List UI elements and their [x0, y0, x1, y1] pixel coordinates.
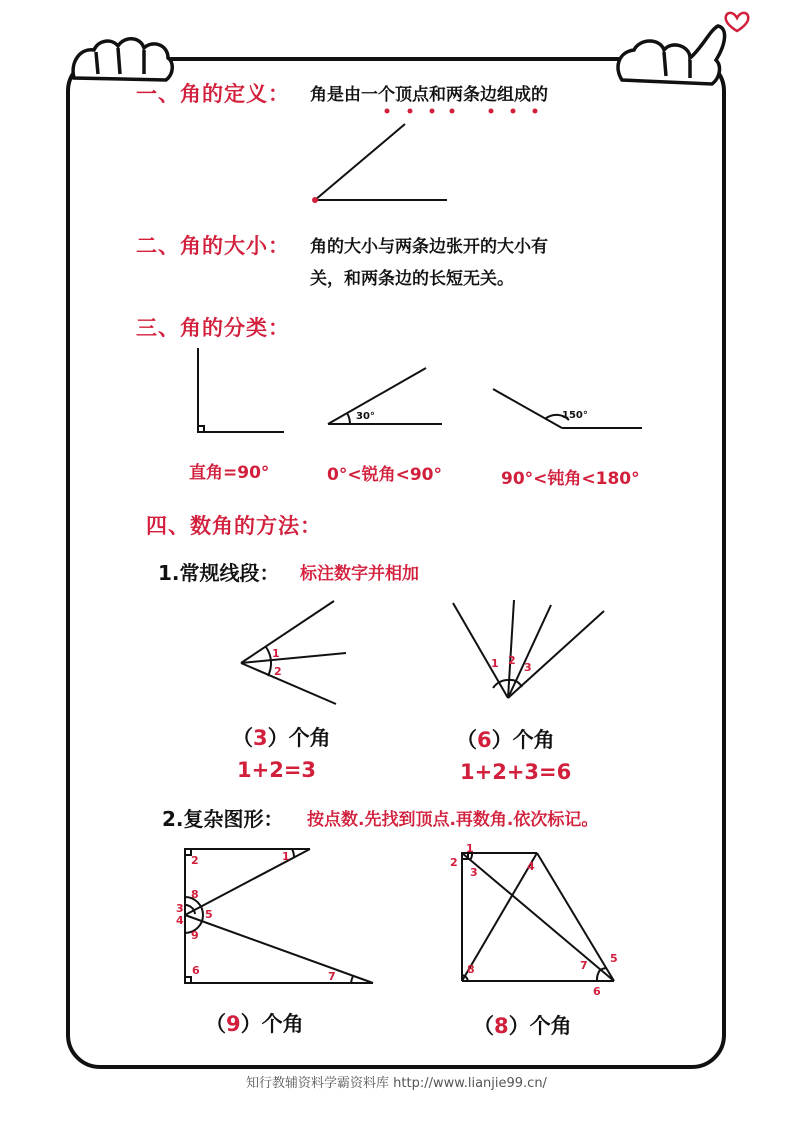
right-angle-label: 直角=90°	[189, 463, 270, 483]
example3-mark: 8	[191, 888, 199, 901]
section2-line1: 角的大小与两条边张开的大小有	[310, 237, 548, 257]
heart-icon	[726, 13, 749, 31]
example4-mark: 4	[527, 860, 535, 873]
section1-title: 一、角的定义：	[136, 82, 290, 106]
example4-mark: 2	[450, 856, 458, 869]
example1-count: （3）个角	[232, 726, 331, 750]
example1-formula: 1+2=3	[237, 758, 317, 782]
example3-mark: 5	[205, 908, 213, 921]
example1-mark: 2	[274, 665, 282, 678]
example4-mark: 3	[470, 866, 478, 879]
example3-mark: 6	[192, 964, 200, 977]
method1-desc: 标注数字并相加	[300, 564, 419, 584]
example4-count: （8）个角	[473, 1014, 572, 1038]
example2-mark: 3	[524, 661, 532, 674]
example2-mark: 2	[508, 654, 516, 667]
method2-title: 2.复杂图形：	[162, 807, 284, 831]
example3-mark: 3	[176, 902, 184, 915]
example2-count: （6）个角	[456, 728, 555, 752]
example3-mark: 7	[328, 970, 336, 983]
example3-mark: 2	[191, 854, 199, 867]
example4-mark: 6	[593, 985, 601, 998]
example3-mark: 1	[282, 850, 290, 863]
example4-mark: 1	[466, 842, 474, 855]
section1-text: 角是由一个顶点和两条边组成的	[310, 85, 548, 105]
example2-mark: 1	[491, 657, 499, 670]
section4-title: 四、数角的方法：	[146, 514, 322, 538]
method1-title: 1.常规线段：	[158, 561, 280, 585]
example3-mark: 4	[176, 914, 184, 927]
cartoon-hand-right-icon	[618, 26, 725, 84]
section3-title: 三、角的分类：	[136, 316, 290, 340]
example4-mark: 8	[467, 963, 475, 976]
section2-line2: 关，和两条边的长短无关。	[310, 269, 514, 289]
method2-desc: 按点数.先找到顶点.再数角.依次标记。	[307, 810, 599, 830]
example3-mark: 9	[191, 929, 199, 942]
example4-mark: 7	[580, 959, 588, 972]
footer-text: 知行教辅资料学霸资料库 http://www.lianjie99.cn/	[246, 1076, 547, 1091]
example2-formula: 1+2+3=6	[460, 760, 572, 784]
example1-mark: 1	[272, 647, 280, 660]
acute-angle-label: 0°<锐角<90°	[327, 465, 442, 485]
obtuse-angle-label: 90°<钝角<180°	[501, 469, 640, 489]
example3-count: （9）个角	[205, 1012, 304, 1036]
example4-mark: 5	[610, 952, 618, 965]
obtuse-degree-label: 150°	[562, 410, 588, 421]
cartoon-hand-left-icon	[73, 39, 172, 80]
section2-title: 二、角的大小：	[136, 234, 290, 258]
acute-degree-label: 30°	[356, 411, 375, 422]
